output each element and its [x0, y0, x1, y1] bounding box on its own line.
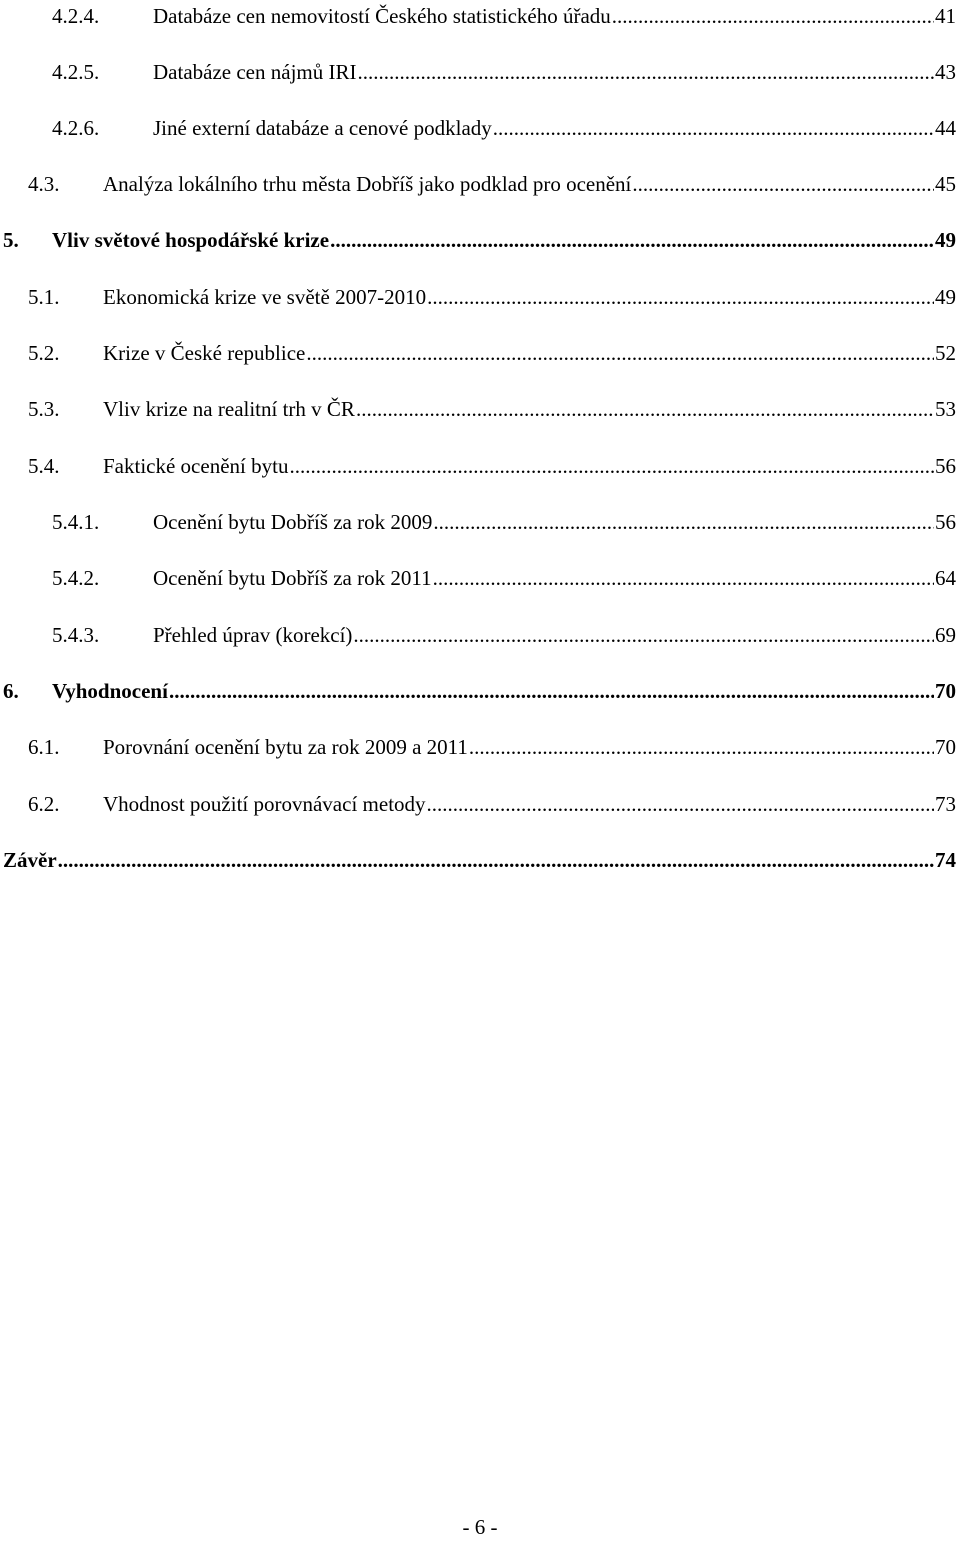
toc-entry-page: 44	[935, 116, 956, 140]
toc-entry-title: Vliv světové hospodářské krize	[52, 228, 330, 252]
toc-entry-5-4-3[interactable]	[52, 620, 956, 650]
toc-entry-5-2[interactable]	[28, 338, 956, 368]
toc-entry-page: 49	[935, 228, 956, 252]
toc-leader-dots	[612, 1, 934, 31]
toc-entry-title: Databáze cen nemovitostí Českého statistického úřadu	[153, 4, 611, 28]
toc-entry-5-4-1[interactable]	[52, 507, 956, 537]
page-number-footer: - 6 -	[462, 1515, 498, 1539]
toc-entry-number: 5.4.	[28, 454, 60, 478]
toc-entry-6-1[interactable]	[28, 732, 956, 762]
toc-leader-dots	[469, 732, 934, 762]
toc-leader-dots	[433, 507, 934, 537]
toc-leader-dots	[353, 620, 934, 650]
toc-entry-title: Ocenění bytu Dobříš za rok 2009	[153, 510, 433, 534]
toc-entry-title: Ocenění bytu Dobříš za rok 2011	[153, 566, 432, 590]
toc-entry-5-4-2[interactable]	[52, 563, 956, 593]
toc-leader-dots	[289, 451, 934, 481]
toc-entry-title: Přehled úprav (korekcí)	[153, 623, 353, 647]
toc-entry-number: 5.1.	[28, 285, 60, 309]
toc-entry-title: Faktické ocenění bytu	[103, 454, 289, 478]
toc-entry-title: Porovnání ocenění bytu za rok 2009 a 2011	[103, 735, 468, 759]
toc-leader-dots	[169, 676, 934, 706]
toc-entry-4-2-6[interactable]	[52, 113, 956, 143]
toc-entry-title: Databáze cen nájmů IRI	[153, 60, 357, 84]
toc-entry-5[interactable]	[3, 225, 956, 255]
toc-entry-title: Vliv krize na realitní trh v ČR	[103, 397, 355, 421]
toc-entry-number: 4.2.6.	[52, 116, 100, 140]
toc-entry-4-2-5[interactable]	[52, 57, 956, 87]
toc-entry-6-2[interactable]	[28, 789, 956, 819]
toc-entry-number: 5.2.	[28, 341, 60, 365]
toc-entry-page: 69	[935, 623, 956, 647]
toc-entry-page: 70	[935, 679, 956, 703]
toc-entry-number: 5.4.3.	[52, 623, 100, 647]
toc-leader-dots	[632, 169, 934, 199]
toc-leader-dots	[427, 282, 934, 312]
toc-entry-number: 5.4.2.	[52, 566, 100, 590]
toc-entry-title: Závěr	[3, 848, 57, 872]
toc-entry-title: Krize v České republice	[103, 341, 306, 365]
toc-leader-dots	[427, 789, 934, 819]
toc-entry-number: 6.2.	[28, 792, 60, 816]
toc-entry-page: 49	[935, 285, 956, 309]
toc-entry-4-2-4[interactable]	[52, 1, 956, 31]
toc-entry-title: Vyhodnocení	[52, 679, 168, 703]
toc-entry-title: Analýza lokálního trhu města Dobříš jako podklad pro ocenění	[103, 172, 632, 196]
toc-entry-number: 5.	[3, 228, 19, 252]
toc-entry-4-3[interactable]	[28, 169, 956, 199]
toc-entry-page: 45	[935, 172, 956, 196]
toc-entry-page: 74	[935, 848, 956, 872]
toc-entry-page: 53	[935, 397, 956, 421]
toc-entry-page: 64	[935, 566, 956, 590]
toc-entry-title: Jiné externí databáze a cenové podklady	[153, 116, 492, 140]
toc-entry-page: 56	[935, 510, 956, 534]
toc-entry-title: Vhodnost použití porovnávací metody	[103, 792, 426, 816]
toc-leader-dots	[356, 394, 934, 424]
toc-entry-5-3[interactable]	[28, 394, 956, 424]
toc-leader-dots	[357, 57, 934, 87]
toc-entry-title: Ekonomická krize ve světě 2007-2010	[103, 285, 427, 309]
toc-entry-5-1[interactable]	[28, 282, 956, 312]
toc-leader-dots	[306, 338, 934, 368]
toc-entry-number: 4.2.5.	[52, 60, 100, 84]
toc-entry-number: 4.2.4.	[52, 4, 100, 28]
toc-entry-zaver[interactable]	[3, 845, 956, 875]
toc-leader-dots	[330, 225, 934, 255]
toc-entry-6[interactable]	[3, 676, 956, 706]
toc-entry-page: 41	[935, 4, 956, 28]
toc-entry-number: 6.	[3, 679, 19, 703]
toc-entry-page: 73	[935, 792, 956, 816]
toc-leader-dots	[493, 113, 934, 143]
toc-entry-number: 6.1.	[28, 735, 60, 759]
toc-entry-5-4[interactable]	[28, 451, 956, 481]
toc-leader-dots	[58, 845, 934, 875]
toc-entry-page: 52	[935, 341, 956, 365]
toc-entry-number: 5.4.1.	[52, 510, 100, 534]
toc-entry-number: 5.3.	[28, 397, 60, 421]
toc-leader-dots	[433, 563, 934, 593]
toc-entry-page: 43	[935, 60, 956, 84]
toc-entry-number: 4.3.	[28, 172, 60, 196]
toc-entry-page: 70	[935, 735, 956, 759]
toc-entry-page: 56	[935, 454, 956, 478]
